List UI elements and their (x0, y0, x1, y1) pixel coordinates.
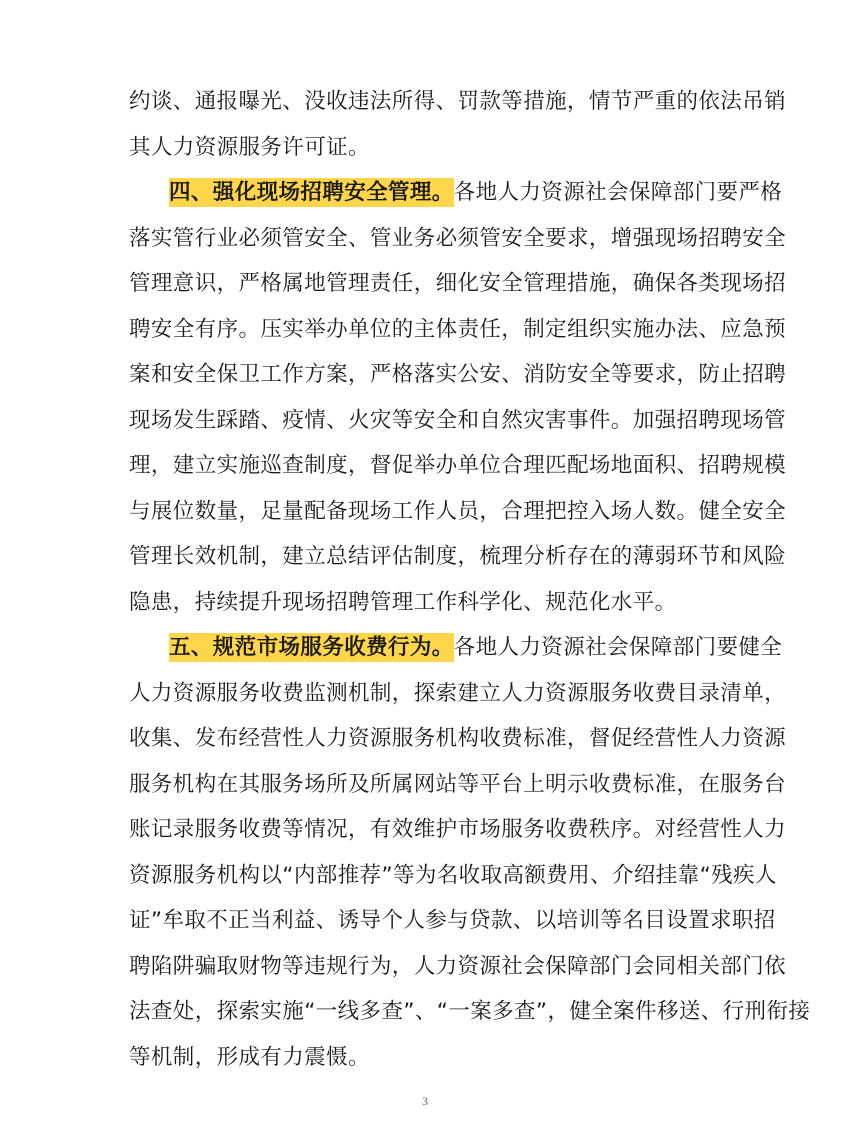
section-5-first-line-text: 各地人力资源社会保障部门要健全 (453, 635, 783, 660)
body-line: 人力资源服务收费监测机制，探索建立人力资源服务收费目录清单， (129, 680, 787, 706)
body-line: 现场发生踩踏、疫情、火灾等安全和自然灾害事件。加强招聘现场管 (129, 407, 787, 433)
body-line: 账记录服务收费等情况，有效维护市场服务收费秩序。对经营性人力 (129, 817, 787, 842)
body-line: 收集、发布经营性人力资源服务机构收费标准，督促经营性人力资源 (129, 726, 787, 751)
body-line: 聘安全有序。压实举办单位的主体责任，制定组织实施办法、应急预 (129, 316, 787, 342)
body-line: 法查处，探索实施“一线多查”、“一案多查”，健全案件移送、行刑衔接 (129, 999, 811, 1024)
body-line: 管理意识，严格属地管理责任，细化安全管理措施，确保各类现场招 (129, 271, 787, 296)
page-number: 3 (422, 1094, 428, 1108)
section-4-first-line (129, 170, 783, 216)
section-5-first-line (129, 625, 783, 671)
body-line: 约谈、通报曝光、没收违法所得、罚款等措施，情节严重的依法吊销 (129, 89, 787, 114)
body-line: 资源服务机构以“内部推荐”等为名收取高额费用、介绍挂靠“残疾人 (129, 862, 777, 888)
body-line: 案和安全保卫工作方案，严格落实公安、消防安全等要求，防止招聘 (129, 362, 787, 387)
body-line: 其人力资源服务许可证。 (129, 134, 370, 160)
section-4-first-line-text: 各地人力资源社会保障部门要严格 (453, 180, 783, 205)
body-line: 理，建立实施巡查制度，督促举办单位合理匹配场地面积、招聘规模 (129, 453, 787, 478)
section-4-heading: 四、强化现场招聘安全管理。 (169, 180, 454, 205)
document-body (129, 79, 811, 1080)
body-line: 管理长效机制，建立总结评估制度，梳理分析存在的薄弱环节和风险 (129, 544, 787, 569)
body-line: 与展位数量，足量配备现场工作人员，合理把控入场人数。健全安全 (129, 498, 787, 524)
body-line: 聘陷阱骗取财物等违规行为，人力资源社会保障部门会同相关部门依 (129, 953, 787, 979)
body-line: 隐患，持续提升现场招聘管理工作科学化、规范化水平。 (129, 589, 677, 615)
section-5-heading: 五、规范市场服务收费行为。 (169, 635, 454, 660)
body-line: 证”牟取不正当利益、诱导个人参与贷款、以培训等名目设置求职招 (129, 908, 776, 933)
body-line: 服务机构在其服务场所及所属网站等平台上明示收费标准，在服务台 (129, 771, 787, 797)
body-line: 等机制，形成有力震慑。 (129, 1044, 370, 1070)
body-line: 落实管行业必须管安全、管业务必须管安全要求，增强现场招聘安全 (129, 225, 787, 251)
